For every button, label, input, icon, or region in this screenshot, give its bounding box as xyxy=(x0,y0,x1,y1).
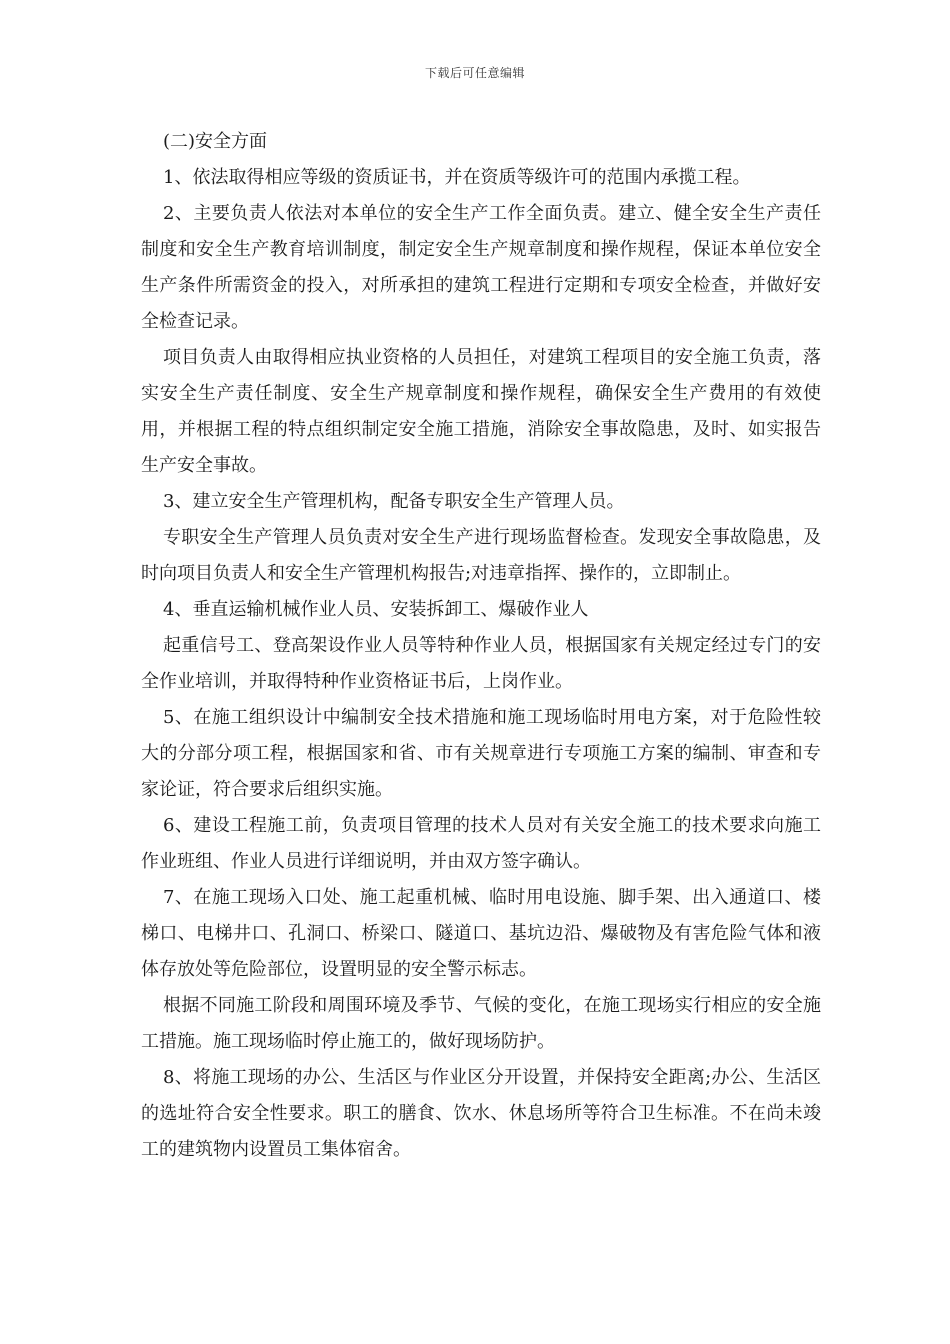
paragraph: 项目负责人由取得相应执业资格的人员担任，对建筑工程项目的安全施工负责，落实安全生产责任制度、安全生产规章制度和操作规程，确保安全生产费用的有效使用，并根据工程的特点组织制定安全施工措施，消除安全事故隐患，及时、如实报告生产安全事故。 xyxy=(141,347,821,476)
paragraph: 5、在施工组织设计中编制安全技术措施和施工现场临时用电方案，对于危险性较大的分部分项工程，根据国家和省、市有关规章进行专项施工方案的编制、审查和专家论证，符合要求后组织实施。 xyxy=(141,707,821,800)
paragraph: 7、在施工现场入口处、施工起重机械、临时用电设施、脚手架、出入通道口、楼梯口、电梯井口、孔洞口、桥梁口、隧道口、基坑边沿、爆破物及有害危险气体和液体存放处等危险部位，设置明显的安全警示标志。 xyxy=(141,887,821,980)
section-heading: (二)安全方面 xyxy=(163,131,268,152)
paragraph: 8、将施工现场的办公、生活区与作业区分开设置，并保持安全距离;办公、生活区的选址符合安全性要求。职工的膳食、饮水、休息场所等符合卫生标准。不在尚未竣工的建筑物内设置员工集体宿舍。 xyxy=(141,1067,821,1160)
paragraph: 专职安全生产管理人员负责对安全生产进行现场监督检查。发现安全事故隐患，及时向项目负责人和安全生产管理机构报告;对违章指挥、操作的，立即制止。 xyxy=(141,527,821,584)
paragraph: 6、建设工程施工前，负责项目管理的技术人员对有关安全施工的技术要求向施工作业班组、作业人员进行详细说明，并由双方签字确认。 xyxy=(141,815,821,872)
paragraph: 起重信号工、登高架设作业人员等特种作业人员，根据国家有关规定经过专门的安全作业培训，并取得特种作业资格证书后，上岗作业。 xyxy=(141,635,821,692)
paragraph: 1、依法取得相应等级的资质证书，并在资质等级许可的范围内承揽工程。 xyxy=(163,167,751,188)
paragraph: 2、主要负责人依法对本单位的安全生产工作全面负责。建立、健全安全生产责任制度和安全生产教育培训制度，制定安全生产规章制度和操作规程，保证本单位安全生产条件所需资金的投入，对所承担的建筑工程进行定期和专项安全检查，并做好安全检查记录。 xyxy=(141,203,821,332)
paragraph: 根据不同施工阶段和周围环境及季节、气候的变化，在施工现场实行相应的安全施工措施。施工现场临时停止施工的，做好现场防护。 xyxy=(141,995,821,1052)
paragraph: 3、建立安全生产管理机构，配备专职安全生产管理人员。 xyxy=(163,491,625,512)
document-body xyxy=(141,124,821,1168)
paragraph: 4、垂直运输机械作业人员、安装拆卸工、爆破作业人 xyxy=(163,599,589,620)
page-header: 下载后可任意编辑 xyxy=(424,66,525,80)
